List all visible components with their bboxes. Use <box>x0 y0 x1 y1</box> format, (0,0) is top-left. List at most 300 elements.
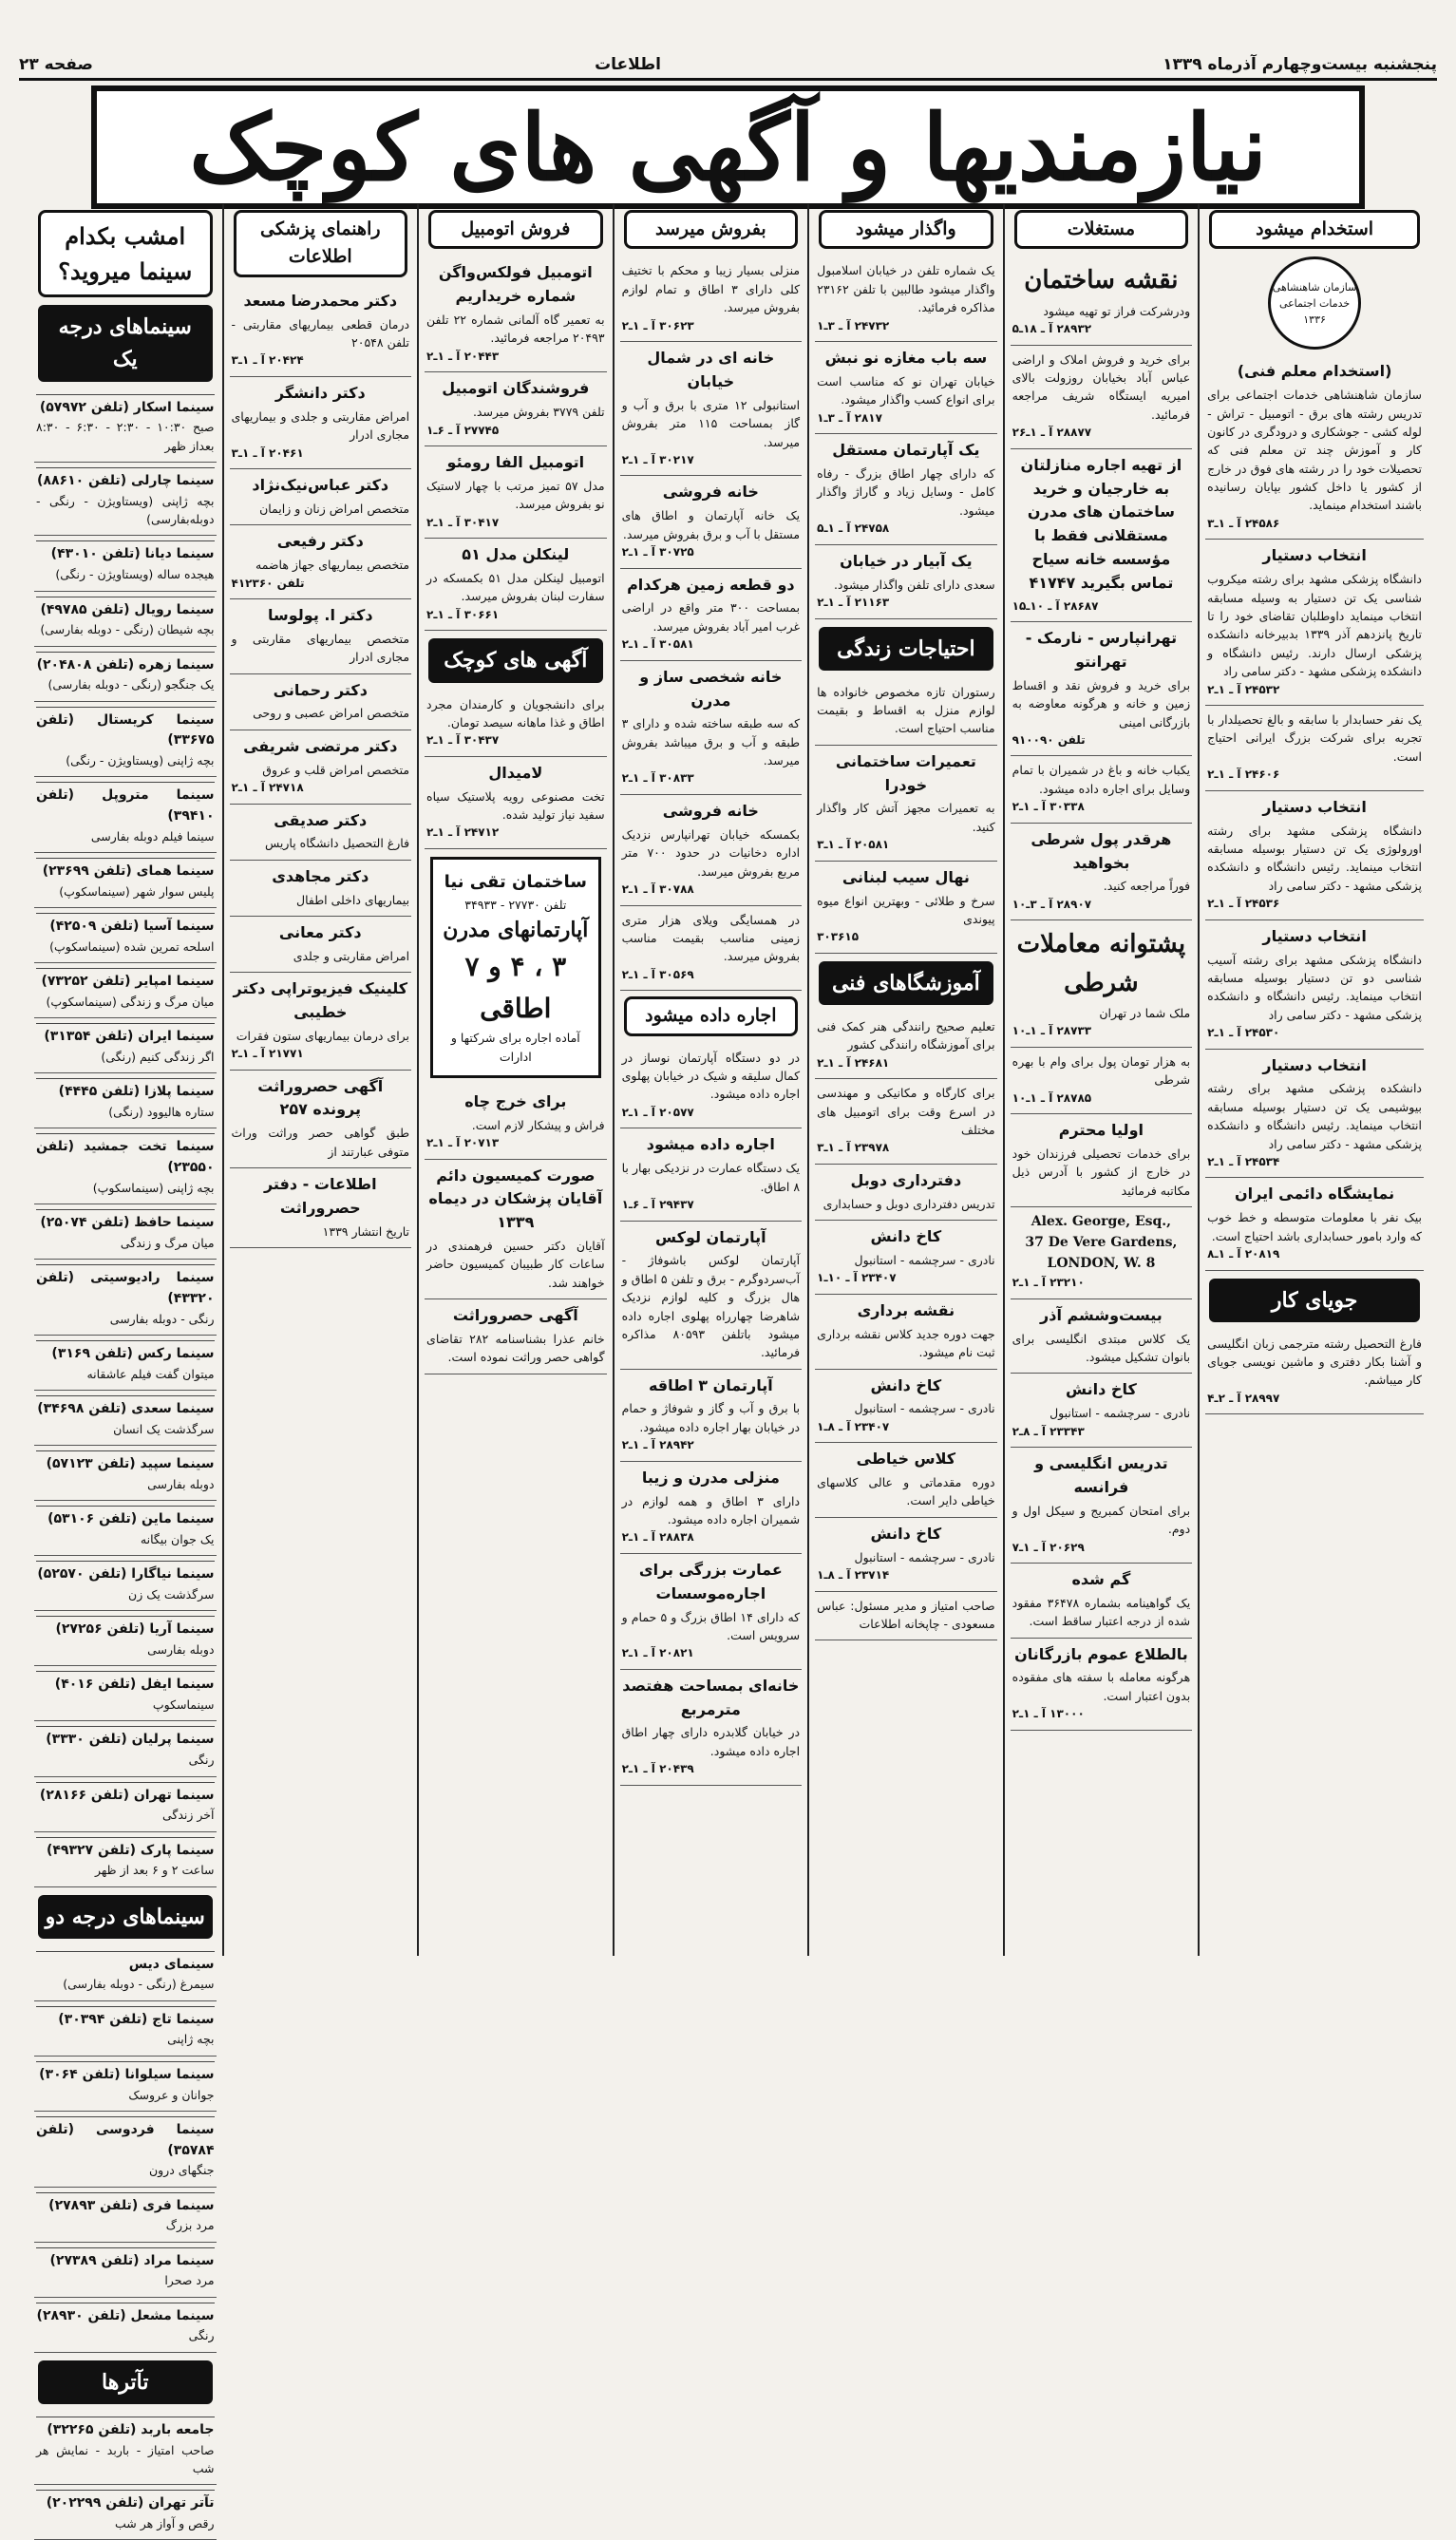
rental-ad <box>620 1554 803 1670</box>
ad-code: ۲۳۹۷۸ آ ـ ۱ـ۳ <box>817 1141 890 1155</box>
banner-title: نیازمندیها و آگهی های کوچک <box>189 93 1267 201</box>
ad-title: انتخاب دستیار <box>1262 926 1367 945</box>
ad-code: ۲۴۶۰۶ آ ـ ۱ـ۲ <box>1207 768 1280 782</box>
venue-program: سینماسکوپ <box>152 1697 215 1713</box>
venue-name: سینما ماین (تلفن ۵۳۱۰۶) <box>36 1506 215 1530</box>
venue-name: سینما نیاگارا (تلفن ۵۲۵۷۰) <box>36 1561 215 1585</box>
cinema-listing <box>34 1721 217 1776</box>
ad-code: ۲۰۴۲۴ آ ـ ۱ـ۳ <box>231 353 304 368</box>
ad-text: برای خرید و فروش نقد و اقساط زمین و خانه و هرگونه معاوضه به بازرگانی امینی <box>1012 677 1191 730</box>
ad-title: دکتر مجاهدی <box>272 866 369 885</box>
venue-name: سینما حافظ (تلفن ۲۵۰۷۴) <box>36 1209 215 1234</box>
ad-text: اتومبیل لینکلن مدل ۵۱ بکمسکه در سفارت لبنان بفروش میرسد. <box>426 571 605 604</box>
needs-ad-list <box>815 678 997 954</box>
ad-code: ۲۰۸۲۱ آ ـ ۱ـ۲ <box>621 1646 694 1660</box>
venue-program: یک جوان بیگانه <box>140 1531 215 1546</box>
ad-title: دفترداری دوبل <box>850 1171 962 1190</box>
misc-ad <box>425 1299 607 1374</box>
building-ad <box>430 857 601 1078</box>
ad-text: تدریس دفترداری دوبل و حسابداری <box>823 1196 995 1211</box>
ad-text: دارای ۳ اطاق و همه لوازم در شمیران اجاره داده میشود. <box>621 1493 801 1526</box>
doctor-ad <box>230 377 412 469</box>
school-ad <box>1011 1299 1193 1374</box>
rental-ad <box>620 1044 803 1129</box>
ad-code: ۳۰۵۶۹ آ ـ ۱ـ۲ <box>621 967 694 981</box>
technical-ad <box>815 1079 997 1165</box>
ad-text: یکباب خانه و باغ در شمیران با تمام وسایل برای اجاره داده میشود. <box>1012 763 1191 796</box>
address-line: 37 De Vere Gardens, <box>1025 1234 1178 1250</box>
ad-title: اجاره داده میشود <box>646 1135 775 1154</box>
ad-text: برای خدمات تحصیلی فرزندان خود در خارج از کشور با آدرس ذیل مکاتبه فرمائید <box>1012 1147 1191 1198</box>
ad-text: منزلی بسیار زیبا و محکم با تختیف کلی دارای ۳ اطاق و تمام لوازم بفروش میرسد. <box>621 263 801 315</box>
ad-title: هرقدر پول شرطی بخواهید <box>1031 829 1172 872</box>
building-company: ساختمان تقی نیا <box>444 872 587 892</box>
ad-title: گم شده <box>1071 1570 1131 1589</box>
misc-ad-list <box>425 1086 607 1374</box>
venue-program: دوبله بفارسی <box>147 1476 215 1491</box>
column-cinemas <box>28 204 222 2531</box>
rental-ad <box>620 1670 803 1786</box>
cars-ad-list <box>425 256 607 631</box>
cinema-listing <box>34 536 217 591</box>
technical-ad <box>815 1370 997 1444</box>
ad-title: دکتر عباس‌نیک‌نژاد <box>252 476 389 495</box>
building-headline: آپارتمانهای مدرن <box>443 918 589 943</box>
ad-title: کلینیک فیزیوتراپی دکتر خطیبی <box>233 979 408 1021</box>
venue-program: میان مرگ و زندگی (سینماسکوپ) <box>46 994 215 1009</box>
ad-code: تلفن ۹۱۰۰۹۰ <box>1012 732 1086 747</box>
ad-code: ۳۰۸۳۳ آ ـ ۱ـ۲ <box>621 771 694 786</box>
ad-text: دانشگاه پزشکی مشهد برای رشته اورولوژی یک تن دستیار بوسیله مسابقه انتخاب مینماید. رئیس دانشگاه و دانشکده پزشکی مشهد - دکتر سامی راد <box>1207 823 1422 893</box>
cinema-listing <box>34 963 217 1018</box>
transfer-ad <box>815 434 997 545</box>
school-ad <box>1011 1639 1193 1731</box>
cinema-listing <box>34 2112 217 2188</box>
venue-name: سینما اسکار (تلفن ۵۷۹۷۲) <box>36 394 215 419</box>
ad-text: جهت دوره جدید کلاس نقشه برداری ثبت نام میشود. <box>817 1326 995 1360</box>
cinema-listing <box>34 2057 217 2112</box>
venue-name: سینما دیانا (تلفن ۴۳۰۱۰) <box>36 540 215 565</box>
ad-title: خانه فروشی <box>662 483 759 502</box>
ad-code: ۲۸۸۳۸ آ ـ ۱ـ۲ <box>621 1530 694 1545</box>
cinema-listing <box>34 908 217 963</box>
ad-code: ۲۰۶۲۹ آ ـ ۱ـ۷ <box>1012 1540 1085 1554</box>
ad-code: ۳۰۲۱۷ آ ـ ۱ـ۲ <box>621 452 694 466</box>
ad-text: در خیابان گلابدره دارای چهار اطاق اجاره داده میشود. <box>621 1725 801 1758</box>
column-sales <box>613 204 808 1956</box>
venue-program: اسلحه تمرین شده (سینماسکوپ) <box>49 938 215 954</box>
ad-text: خانم عذرا بشناسنامه ۲۸۲ تقاضای گواهی حصر وراثت نموده است. <box>426 1331 605 1365</box>
employment-ad-list <box>1205 355 1424 1270</box>
sale-ad <box>620 661 803 795</box>
venue-name: سینما سعدی (تلفن ۳۴۶۹۸) <box>36 1395 215 1420</box>
venue-name: جامعه باربد (تلفن ۳۲۲۶۵) <box>36 2417 215 2441</box>
paper-name: اطلاعات <box>595 55 661 74</box>
ad-title: یک آپارتمان مستقل <box>832 441 980 460</box>
technical-ad <box>815 1518 997 1592</box>
ad-title: دکتر رفیعی <box>276 532 364 551</box>
venue-program: رنگی - دوبله بفارسی <box>109 1311 215 1326</box>
doctors-heading: راهنمای پزشکی اطلاعات <box>234 210 408 277</box>
ad-code: ۲۸۱۷ آ ـ ۳ـ۱ <box>817 410 882 425</box>
seal-emblem-icon: سازمان شاهنشاهی خدمات اجتماعی ۱۳۳۶ <box>1268 256 1361 350</box>
employment-ad <box>1205 706 1424 791</box>
building-phone: تلفن ۲۷۷۳۰ - ۳۴۹۳۳ <box>464 897 567 912</box>
ad-title: خانه ای در شمال خیابان <box>647 349 775 390</box>
ad-title: کاخ دانش <box>870 1227 942 1246</box>
venue-program: رقص و آواز هر شب <box>115 2516 215 2531</box>
ad-text: یک گواهینامه بشماره ۳۶۴۷۸ مفقود شده از درجه اعتبار ساقط است. <box>1012 1595 1191 1629</box>
ad-title: دکتر رحمانی <box>273 680 368 699</box>
misc-ad <box>425 1086 607 1160</box>
ad-title: آپارتمان لوکس <box>655 1227 766 1246</box>
cinema-listing <box>34 2298 217 2353</box>
rental-ad <box>620 1222 803 1370</box>
ad-code: ۲۸۷۸۵ آ ـ ۱ـ۱۰ <box>1012 1090 1092 1105</box>
ad-title: صورت کمیسیون دائم آقایان پزشکان در دیماه ۱۳۳۹ <box>428 1166 603 1232</box>
ad-code: ۲۰۵۸۱ آ ـ ۱ـ۳ <box>817 838 890 852</box>
ad-code: ۳۰۶۶۱ آ ـ ۱ـ۲ <box>426 607 500 621</box>
ad-title: تعمیرات ساختمانی خودرا <box>835 751 976 794</box>
ad-code: ۳۰۳۳۸ آ ـ ۱ـ۲ <box>1012 800 1085 814</box>
venue-program: مرد صحرا <box>164 2273 215 2288</box>
ad-code: ۲۸۹۰۷ آ ـ ۳ـ۱۰ <box>1012 897 1092 911</box>
venue-name: سینما ایفل (تلفن ۴۰۱۶) <box>36 1671 215 1696</box>
employment-ad <box>1205 791 1424 920</box>
cinema-listing <box>34 853 217 908</box>
ad-text: بکمسکه خیابان تهرانپارس نزدیک اداره دخانیات در حدود ۷۰۰ متر مربع بفروش میرسد. <box>621 826 801 879</box>
ad-text: نادری - سرچشمه - استانبول <box>854 1253 995 1267</box>
venue-name: سینما امپایر (تلفن ۷۳۲۵۲) <box>36 968 215 993</box>
small-ad <box>425 691 607 757</box>
ad-code: ۳۰۳۶۱۵ <box>817 930 860 944</box>
venue-program: اگر زندگی کنیم (رنگی) <box>101 1050 215 1064</box>
school-ad <box>1011 1564 1193 1639</box>
cinema-listing <box>34 1018 217 1073</box>
doctor-ad <box>230 285 412 377</box>
ad-text: تخت مصنوعی رویه پلاستیک سیاه سفید نیاز تولید شده. <box>426 788 605 823</box>
needs-ad <box>815 746 997 862</box>
ad-text: دانشکده پزشکی مشهد برای رشته بیوشیمی یک تن دستیار بوسیله مسابقه انتخاب مینماید. رئیس دانشگاه و دانشکده پزشکی مشهد - دکتر سامی راد <box>1207 1081 1422 1151</box>
publisher-line: صاحب امتیاز و مدیر مسئول: عباس مسعودی - چاپخانه اطلاعات <box>815 1592 997 1641</box>
technical-ad <box>815 1221 997 1295</box>
venue-name: تآتر تهران (تلفن ۲۰۲۲۹۹) <box>36 2490 215 2514</box>
address-line: Alex. George, Esq., <box>1031 1214 1172 1230</box>
cinema-listing <box>34 1832 217 1887</box>
ad-code: ۲۰۴۴۳ آ ـ ۱ـ۲ <box>426 349 500 363</box>
ad-code: ۲۹۴۳۷ آ ـ ۶ـ۱ <box>621 1198 694 1211</box>
ad-text: مدل ۵۷ تمیز مرتب با چهار لاستیک نو بفروش میرسد. <box>426 478 605 512</box>
ad-text: فوراً مراجعه کنید. <box>1103 879 1191 894</box>
car-ad <box>425 539 607 631</box>
transfer-ad <box>815 342 997 434</box>
rentals-ad-list <box>620 1044 803 1786</box>
ad-code: ۲۴۷۱۸ آ ـ ۱ـ۲ <box>231 780 304 794</box>
ad-title: دو قطعه زمین هرکدام <box>627 575 795 594</box>
venue-name: سینما تاج (تلفن ۳۰۳۹۴) <box>36 2006 215 2031</box>
ad-code: ۲۴۵۳۴ آ ـ ۱ـ۲ <box>1207 1154 1280 1168</box>
ad-code: ۲۴۶۸۱ آ ـ ۱ـ۲ <box>817 1055 890 1070</box>
cinema-listing <box>34 2001 217 2057</box>
ad-text: هرگونه معامله با سفته های مفقوده بدون اعتبار است. <box>1012 1670 1191 1703</box>
venue-program: هیجده ساله (ویستاویژن - رنگی) <box>55 567 215 582</box>
venue-name: سینما همای (تلفن ۲۳۶۹۹) <box>36 858 215 882</box>
first-run-cinema-list <box>34 389 217 1887</box>
ad-title: یک آبیار در خیابان <box>840 551 973 570</box>
sale-ad <box>620 906 803 992</box>
venue-program: سیمرغ (رنگی - دوبله بفارسی) <box>63 1977 215 1992</box>
column-cars <box>417 204 613 1956</box>
venue-name: سینما پرلیان (تلفن ۳۳۳۰) <box>36 1726 215 1751</box>
ad-code: ۳۰۶۲۳ آ ـ ۱ـ۲ <box>621 318 694 332</box>
ad-code: ۳۰۷۲۵ آ ـ ۱ـ۲ <box>621 545 694 559</box>
ad-code: ۲۴۵۳۰ آ ـ ۱ـ۲ <box>1207 1026 1280 1039</box>
ad-code: ۲۴۵۳۶ آ ـ ۱ـ۲ <box>1207 897 1280 911</box>
column-transfers <box>807 204 1003 1956</box>
cinema-listing <box>34 2243 217 2298</box>
ad-title: آپارتمان ۳ اطاقه <box>648 1375 773 1394</box>
venue-program: بچه ژاپنی (سینماسکوپ) <box>92 1180 215 1195</box>
small-ads-heading: آگهی های کوچک <box>428 638 603 682</box>
address-line: LONDON, W. 8 <box>1047 1255 1156 1271</box>
doctor-ad <box>230 525 412 599</box>
real-estate-ad <box>1011 1114 1193 1207</box>
venue-name: سینما زهره (تلفن ۲۰۴۸۰۸) <box>36 652 215 676</box>
column-doctors <box>222 204 418 1956</box>
column-real-estate <box>1003 204 1199 1956</box>
theater-listing <box>34 2412 217 2485</box>
ad-title: فروشندگان اتومبیل <box>442 379 590 398</box>
technical-ad <box>815 1443 997 1518</box>
ad-text: درمان قطعی بیماریهای مقاربتی - تلفن ۲۰۵۴۸ <box>231 316 410 351</box>
ad-code: ۲۸۹۴۲ آ ـ ۱ـ۲ <box>621 1438 694 1452</box>
venue-name: سینما پارک (تلفن ۴۹۳۲۷) <box>36 1837 215 1862</box>
doctor-ad <box>230 1071 412 1168</box>
ad-title: لامیدال <box>488 763 543 782</box>
ad-text: برای خرید و فروش املاک و اراضی عباس آباد بخیابان روزولت بالای امیریه ایستگاه شریف مراجعه فرمائید. <box>1012 351 1191 422</box>
ad-text: تلفن ۳۷۷۹ بفروش میرسد. <box>472 405 605 420</box>
ad-text: به هزار تومان پول برای وام با بهره شرطی <box>1012 1053 1191 1088</box>
venue-program: میان مرگ و زندگی <box>120 1235 215 1250</box>
ad-title: انتخاب دستیار <box>1262 546 1367 565</box>
ad-text: سرخ و طلائی - وبهترین انواع میوه پیوندی <box>817 893 995 926</box>
venue-name: سینما تهران (تلفن ۲۸۱۶۶) <box>36 1782 215 1807</box>
ad-text: متخصص امراض زنان و زایمان <box>259 501 410 516</box>
venue-program: بچه ژاپنی (ویستاویژن - رنگی - دوبله‌بفارسی) <box>35 493 215 527</box>
employment-ad <box>1205 540 1424 706</box>
london-address: Alex. George, Esq., 37 De Vere Gardens, LONDON, W. 8 ۲۳۲۱۰ آ ـ ۱ـ۲ <box>1011 1207 1193 1299</box>
doctors-ad-list <box>230 285 412 1248</box>
ad-code: ۲۸۷۳۳ آ ـ ۱ـ۱۰ <box>1012 1024 1092 1038</box>
ad-code: ۲۰۵۷۷ آ ـ ۱ـ۲ <box>621 1105 694 1119</box>
venue-name: سینما متروپل (تلفن ۳۹۴۱۰) <box>36 782 215 826</box>
job-wanted-heading: جویای کار <box>1209 1279 1420 1322</box>
ad-text: تاریخ انتشار ۱۳۳۹ <box>322 1223 410 1239</box>
ad-text: فراش و پیشکار لازم است. <box>471 1117 605 1132</box>
cinema-listing <box>34 1391 217 1446</box>
ad-text: آقایان دکتر حسین فرهمندی در ساعات کار طبیبان کمیسیون حاضر خواهند شد. <box>426 1239 605 1290</box>
ad-title: دکتر صدیقی <box>274 810 368 829</box>
ad-text: یک شماره تلفن در خیابان اسلامبول واگذار میشود طالبین با تلفن ۲۳۱۶۲ مذاکره فرمائید. <box>817 263 995 315</box>
ad-code: ۲۱۱۶۳ آ ـ ۱ـ۲ <box>817 595 890 609</box>
ad-text: ملک شما در تهران <box>1099 1005 1191 1020</box>
ad-title: کاخ دانش <box>1066 1380 1137 1399</box>
cinema-listing <box>34 702 217 778</box>
ad-code: ۲۷۷۴۵ آ ـ ۶ـ۱ <box>426 423 500 437</box>
ad-code: تلفن ۴۱۲۳۶۰ <box>231 576 305 590</box>
second-run-cinema-list <box>34 1946 217 2353</box>
ad-title: دکتر مرتضی شریفی <box>243 736 398 755</box>
sales-ad-list <box>620 256 803 991</box>
ad-title: کاخ دانش <box>870 1375 942 1394</box>
ad-title: انتخاب دستیار <box>1262 797 1367 816</box>
cars-heading: فروش اتومبیل <box>428 210 603 249</box>
cinema-listing <box>34 1946 217 2001</box>
ad-title: خانه فروشی <box>662 802 759 821</box>
ad-text: دانشگاه پزشکی مشهد برای رشته آسیب شناسی دو تن دستیار بوسیله مسابقه انتخاب مینماید. رئیس دانشگاه و دانشکده پزشکی مشهد - دکتر سامی راد <box>1207 952 1422 1022</box>
real-estate-ad <box>1011 346 1193 449</box>
venue-name: سینما سیلوانا (تلفن ۳۰۶۴) <box>36 2061 215 2086</box>
ad-text: در دو دستگاه آپارتمان نوساز در کمال سلیقه و شیک در خیابان پهلوی اجاره داده میشود. <box>621 1050 801 1102</box>
page-number: صفحه ۲۳ <box>19 55 93 74</box>
ad-text: آپارتمان لوکس باشوفاژ - آب‌سردوگرم - برق و تلفن ۵ اطاق و هال بزرگ و کلیه لوازم نزدیک شاهرضا چهارراه پهلوی اجاره داده میشود باتلفن ۸۰۵۹۳ مذاکره فرمائید. <box>621 1253 801 1360</box>
technical-schools-heading: آموزشگاهای فنی <box>819 961 993 1005</box>
venue-program: بچه ژاپنی (ویستاویژن - رنگی) <box>66 753 215 768</box>
ad-text: امراض مقاربتی و جلدی و بیماریهای مجاری ادرار <box>231 408 410 443</box>
venue-name: سینما آسیا (تلفن ۴۲۵۰۹) <box>36 913 215 938</box>
venue-name: سینما مراد (تلفن ۲۷۳۸۹) <box>36 2247 215 2272</box>
cinema-listing <box>34 1128 217 1204</box>
needs-ad <box>815 862 997 954</box>
ad-title: دکتر محمدرضا مسعد <box>243 291 398 310</box>
theater-list <box>34 2412 217 2540</box>
transfer-ad <box>815 256 997 342</box>
technical-ad-list <box>815 1013 997 1592</box>
doctor-ad <box>230 674 412 730</box>
sale-ad <box>620 342 803 476</box>
venue-name: سینما سپید (تلفن ۵۷۱۲۳) <box>36 1450 215 1475</box>
employment-ad <box>1205 1178 1424 1270</box>
venue-name: سینما رویال (تلفن ۴۹۷۸۵) <box>36 597 215 621</box>
transfers-heading: واگذار میشود <box>819 210 993 249</box>
ad-text: رستوران تازه مخصوص خانواده ها لوازم منزل به اقساط و بقیمت مناسب احتیاج است. <box>817 684 995 736</box>
ad-code: ۲۴۷۳۲ آ ـ ۳ـ۱ <box>817 318 890 332</box>
classifieds-columns <box>28 204 1429 2531</box>
ad-text: بمساحت ۳۰۰ متر واقع در اراضی غرب امیر آباد بفروش میرسد. <box>621 600 801 634</box>
theater-listing <box>34 2485 217 2540</box>
ad-text: برای امتحان کمبریج و سیکل اول و دوم. <box>1012 1503 1191 1537</box>
ad-text: نادری - سرچشمه - استانبول <box>854 1549 995 1564</box>
ad-code: ۳۰۴۱۷ آ ـ ۱ـ۲ <box>426 515 500 529</box>
venue-name: سینما چارلی (تلفن ۸۸۶۱۰) <box>36 467 215 492</box>
employment-heading: استخدام میشود <box>1209 210 1420 249</box>
ad-text: یک خانه آپارتمان و اطاق های مستقل با آب و برق بفروش میرسد. <box>621 508 801 541</box>
doctor-ad <box>230 730 412 805</box>
ad-title: کاخ دانش <box>870 1524 942 1543</box>
venue-program: صبح ۱۰:۳۰ - ۲:۳۰ - ۶:۳۰ - ۸:۳۰ بعداز ظهر <box>35 420 215 453</box>
venue-program: رنگی <box>188 2328 215 2343</box>
venue-program: ساعت ۲ و ۶ بعد از ظهر <box>94 1863 215 1878</box>
school-ad-list <box>1011 1299 1193 1731</box>
ad-title: نهال سیب لبنانی <box>841 867 970 886</box>
misc-ad <box>425 1160 607 1300</box>
ad-title: کلاس خیاطی <box>856 1450 956 1469</box>
venue-name: سینما آریا (تلفن ۲۷۲۵۶) <box>36 1616 215 1640</box>
real-estate-ad-list <box>1011 256 1193 1207</box>
ad-text: به تعمیر گاه آلمانی شماره ۲۲ تلفن ۲۰۴۹۳ مراجعه فرمائید. <box>426 313 605 346</box>
ad-text: یک نفر حسابدار با سابقه و بالغ تحصیلدار با تجربه برای شرکت بزرگ ایرانی احتیاج است. <box>1207 712 1422 764</box>
venue-name: سینما مشعل (تلفن ۲۸۹۳۰) <box>36 2303 215 2327</box>
cinema-listing <box>34 777 217 853</box>
ad-title: برای خرج چاه <box>464 1091 567 1110</box>
small-ad-list <box>425 691 607 849</box>
needs-ad <box>815 678 997 746</box>
venue-name: سینما رادیوسیتی (تلفن ۴۳۳۲۰) <box>36 1264 215 1309</box>
ad-code: ۲۰۷۱۳ آ ـ ۱ـ۲ <box>426 1136 500 1150</box>
venue-name: سینما ایران (تلفن ۳۱۳۵۴) <box>36 1023 215 1048</box>
real-estate-ad <box>1011 449 1193 622</box>
ad-code: ۳۰۷۸۸ آ ـ ۱ـ۲ <box>621 881 694 896</box>
doctor-ad <box>230 861 412 917</box>
ad-title: عمارت بزرگی برای اجاره‌موسسات <box>638 1560 783 1602</box>
ad-text: برای کارگاه و مکانیکی و مهندسی در اسرع وقت برای اتومبیل های مختلف <box>817 1086 995 1138</box>
ad-text: نادری - سرچشمه - استانبول <box>1049 1406 1191 1421</box>
ad-title: اتومبیل الفا رومئو <box>446 453 585 472</box>
venue-program: میتوان گفت فیلم عاشقانه <box>86 1366 215 1381</box>
ad-title: خانه شخصی ساز و مدرن <box>639 667 783 710</box>
ad-code: ۲۴۵۸۶ آ ـ ۱ـ۳ <box>1207 516 1280 530</box>
cinema-listing <box>34 389 217 463</box>
technical-ad <box>815 1165 997 1221</box>
ad-text: نادری - سرچشمه - استانبول <box>854 1401 995 1416</box>
cinema-listing <box>34 1556 217 1611</box>
venue-name: سینما فردوسی (تلفن ۳۵۷۸۴) <box>36 2116 215 2161</box>
ad-text: خیابان تهران نو که مناسب است برای انواع کسب واگذار میشود. <box>817 373 995 408</box>
employment-ad <box>1205 920 1424 1050</box>
venue-program: سرگذشت یک زن <box>128 1586 215 1602</box>
ad-title: دکتر دانشگر <box>274 384 366 403</box>
ad-title: دکتر معانی <box>278 922 362 941</box>
venue-program: ستاره هالیوود (رنگی) <box>108 1105 215 1120</box>
ad-code: ۳۰۴۳۷ آ ـ ۱ـ۲ <box>426 733 500 748</box>
car-ad <box>425 372 607 446</box>
transfers-ad-list <box>815 256 997 618</box>
rental-ad <box>620 1370 803 1462</box>
ad-text: تعلیم صحیح رانندگی هنر کمک فنی برای آموزشگاه رانندگی کشور <box>817 1018 995 1052</box>
ad-code: ۲۰۸۱۹ آ ـ ۱ـ۸ <box>1207 1247 1280 1261</box>
ad-text: بیک نفر با معلومات متوسطه و خط خوب که وارد بامور حسابداری باشد احتیاج است. <box>1207 1210 1422 1243</box>
ad-text: سازمان شاهنشاهی خدمات اجتماعی برای تدریس رشته های برق - اتومبیل - تراش - لوله کشی - جوشکاری و درودگری در کانون کار و آموزش چند تن معلم فنی که تحصیلات خود را در رشته های فوق در خارج از کشور یا داخل کشور بپایان رسانیده باشند استخدام مینماید. <box>1207 388 1422 513</box>
technical-ad <box>815 1013 997 1079</box>
rental-ad <box>620 1462 803 1554</box>
venue-program: جوانان و عروسک <box>128 2087 215 2102</box>
ad-title: پشتوانه معاملات شرطی <box>1016 930 1186 997</box>
ad-text: به تعمیرات مجهز آتش کار واگذار کنید. <box>817 801 995 834</box>
rentals-heading: اجاره داده میشود <box>624 996 799 1035</box>
ad-code: ۲۴۷۱۲ آ ـ ۱ـ۲ <box>426 825 500 840</box>
ad-text: با برق و آب و گاز و شوفاژ و حمام در خیابان بهار اجاره داده میشود. <box>621 1401 801 1434</box>
venue-program: بچه ژاپنی <box>167 2032 215 2047</box>
employment-ad <box>1205 355 1424 540</box>
real-estate-ad <box>1011 256 1193 345</box>
cinema-listing <box>34 2188 217 2243</box>
cinema-listing <box>34 1073 217 1128</box>
cinema-listing <box>34 1611 217 1666</box>
cinema-listing <box>34 1501 217 1556</box>
job-wanted-ad: فارغ التحصیل رشته مترجمی زبان انگلیسی و آشنا بکار دفتری و ماشین نویسی جویای کار میباشم. ۲۸۹۹۷ آ ـ ۲ـ۴ <box>1205 1330 1424 1415</box>
ad-title: نقشه ساختمان <box>1024 266 1179 295</box>
ad-text: متخصص امراض قلب و عروق <box>262 762 410 777</box>
